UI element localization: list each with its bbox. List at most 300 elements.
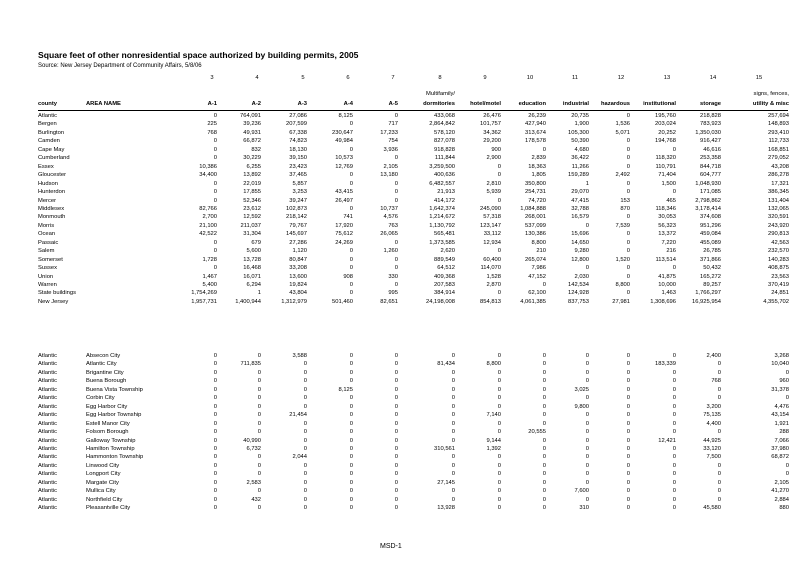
value-cell: 71,404 <box>658 172 676 179</box>
value-cell: 0 <box>717 471 721 478</box>
value-cell: 754 <box>388 138 398 145</box>
value-cell: 320,591 <box>768 214 789 221</box>
value-cell: 0 <box>303 429 307 436</box>
value-cell: 0 <box>451 420 455 427</box>
county-cell: Atlantic <box>38 479 58 486</box>
municipality-row <box>0 360 800 368</box>
value-cell: 218,828 <box>700 113 721 119</box>
value-cell: 0 <box>257 429 261 436</box>
value-cell: 310 <box>579 505 589 512</box>
value-cell: 0 <box>394 197 398 204</box>
value-cell: 0 <box>672 445 676 452</box>
value-cell: 0 <box>394 505 398 512</box>
value-cell: 0 <box>542 403 546 410</box>
value-cell: 0 <box>257 395 261 402</box>
value-cell: 0 <box>497 488 501 495</box>
county-row <box>0 154 800 162</box>
area-name-cell: Longport City <box>86 471 121 478</box>
value-cell: 0 <box>542 454 546 461</box>
value-cell: 384,914 <box>434 290 455 297</box>
value-cell: 0 <box>303 488 307 495</box>
value-cell: 20,555 <box>528 429 546 436</box>
value-cell: 0 <box>497 403 501 410</box>
value-cell: 2,839 <box>531 155 546 162</box>
value-cell: 8,800 <box>486 361 501 368</box>
header-utility: utility & misc <box>752 101 789 107</box>
value-cell: 0 <box>626 248 630 255</box>
value-cell: 2,870 <box>486 282 501 288</box>
column-number: 4 <box>255 75 259 81</box>
value-cell: 0 <box>626 386 630 393</box>
value-cell: 11,266 <box>571 163 589 170</box>
value-cell: 131,404 <box>768 197 789 204</box>
value-cell: 408,875 <box>768 265 789 272</box>
value-cell: 3,936 <box>383 146 398 153</box>
value-cell: 0 <box>626 361 630 368</box>
municipality-row <box>0 487 800 495</box>
municipality-row <box>0 403 800 411</box>
value-cell: 67,338 <box>289 129 307 136</box>
header-hazardous: hazardous <box>601 101 630 107</box>
value-cell: 0 <box>585 412 589 419</box>
county-row <box>0 180 800 188</box>
value-cell: 2,864,842 <box>429 121 455 128</box>
value-cell: 916,427 <box>700 138 721 145</box>
value-cell: 0 <box>303 403 307 410</box>
value-cell: 0 <box>349 121 353 128</box>
value-cell: 0 <box>542 146 546 153</box>
value-cell: 0 <box>542 505 546 512</box>
header-a2: A-2 <box>251 101 261 107</box>
value-cell: 31,304 <box>243 231 261 238</box>
county-row <box>0 222 800 230</box>
value-cell: 4,355,702 <box>763 298 789 305</box>
value-cell: 0 <box>542 369 546 376</box>
value-cell: 113,514 <box>655 256 676 263</box>
value-cell: 286,278 <box>768 172 789 179</box>
value-cell: 0 <box>349 361 353 368</box>
value-cell: 0 <box>213 462 217 469</box>
value-cell: 0 <box>394 189 398 196</box>
value-cell: 194,768 <box>655 138 676 145</box>
value-cell: 0 <box>349 248 353 255</box>
header-institutional: institutional <box>643 101 676 107</box>
value-cell: 1,214,672 <box>429 214 455 221</box>
value-cell: 265,074 <box>525 256 546 263</box>
value-cell: 0 <box>626 378 630 385</box>
county-cell: Hudson <box>38 180 58 187</box>
value-cell: 0 <box>542 479 546 486</box>
value-cell: 49,931 <box>243 129 261 136</box>
value-cell: 1,467 <box>202 273 217 280</box>
value-cell: 0 <box>785 471 789 478</box>
value-cell: 0 <box>672 146 676 153</box>
area-name-cell: Egg Harbor Township <box>86 412 142 419</box>
value-cell: 0 <box>626 403 630 410</box>
value-cell: 0 <box>349 378 353 385</box>
value-cell: 34,400 <box>199 172 217 179</box>
value-cell: 0 <box>349 205 353 212</box>
area-name-cell: Hamilton Township <box>86 445 135 452</box>
value-cell: 75,612 <box>335 231 353 238</box>
county-row <box>0 264 800 272</box>
value-cell: 0 <box>626 214 630 221</box>
value-cell: 0 <box>497 290 501 297</box>
value-cell: 0 <box>394 378 398 385</box>
value-cell: 0 <box>394 429 398 436</box>
value-cell: 253,358 <box>700 155 721 162</box>
area-name-cell: Pleasantville City <box>86 505 131 512</box>
header-county: county <box>38 101 58 107</box>
municipality-row <box>0 445 800 453</box>
county-row <box>0 298 800 306</box>
value-cell: 0 <box>349 454 353 461</box>
municipality-row <box>0 437 800 445</box>
county-cell: Atlantic <box>38 420 58 427</box>
value-cell: 0 <box>213 369 217 376</box>
value-cell: 110,791 <box>655 163 676 170</box>
value-cell: 8,125 <box>338 113 353 119</box>
value-cell: 1,766,297 <box>695 290 721 297</box>
value-cell: 0 <box>394 488 398 495</box>
value-cell: 26,476 <box>483 113 501 119</box>
value-cell: 49,984 <box>335 138 353 145</box>
value-cell: 1,350,030 <box>695 129 721 136</box>
area-name-cell: Margate City <box>86 479 119 486</box>
value-cell: 0 <box>451 462 455 469</box>
value-cell: 0 <box>349 256 353 263</box>
value-cell: 741 <box>343 214 353 221</box>
value-cell: 10,573 <box>335 155 353 162</box>
value-cell: 0 <box>497 197 501 204</box>
value-cell: 0 <box>717 361 721 368</box>
value-cell: 4,476 <box>774 403 789 410</box>
header-storage: storage <box>700 101 721 107</box>
value-cell: 0 <box>451 378 455 385</box>
value-cell: 0 <box>394 256 398 263</box>
value-cell: 880 <box>779 505 789 512</box>
value-cell: 2,798,862 <box>695 197 721 204</box>
value-cell: 2,900 <box>486 155 501 162</box>
county-cell: Atlantic <box>38 395 58 402</box>
value-cell: 245,090 <box>480 205 501 212</box>
value-cell: 717 <box>388 121 398 128</box>
value-cell: 2,030 <box>574 273 589 280</box>
value-cell: 0 <box>213 496 217 503</box>
value-cell: 0 <box>451 395 455 402</box>
value-cell: 0 <box>451 437 455 444</box>
county-cell: Ocean <box>38 231 56 238</box>
header-row-top <box>0 90 800 99</box>
value-cell: 15,696 <box>571 231 589 238</box>
value-cell: 0 <box>717 488 721 495</box>
value-cell: 232,570 <box>768 248 789 255</box>
county-cell: Cumberland <box>38 155 70 162</box>
value-cell: 29,070 <box>571 189 589 196</box>
value-cell: 17,233 <box>380 129 398 136</box>
column-number: 8 <box>438 75 442 81</box>
value-cell: 0 <box>213 420 217 427</box>
value-cell: 0 <box>542 412 546 419</box>
value-cell: 0 <box>672 395 676 402</box>
value-cell: 827,078 <box>434 138 455 145</box>
value-cell: 0 <box>257 454 261 461</box>
value-cell: 12,592 <box>243 214 261 221</box>
municipality-row <box>0 470 800 478</box>
value-cell: 0 <box>585 454 589 461</box>
value-cell: 0 <box>785 462 789 469</box>
value-cell: 0 <box>672 488 676 495</box>
value-cell: 101,757 <box>480 121 501 128</box>
value-cell: 7,986 <box>531 265 546 272</box>
value-cell: 1,308,696 <box>650 298 676 305</box>
value-cell: 0 <box>394 155 398 162</box>
value-cell: 2,105 <box>774 479 789 486</box>
value-cell: 0 <box>497 163 501 170</box>
value-cell: 0 <box>394 462 398 469</box>
value-cell: 0 <box>585 429 589 436</box>
value-cell: 210 <box>536 248 546 255</box>
value-cell: 0 <box>213 155 217 162</box>
value-cell: 0 <box>717 462 721 469</box>
value-cell: 47,415 <box>571 197 589 204</box>
area-name-cell: Northfield City <box>86 496 123 503</box>
value-cell: 0 <box>303 395 307 402</box>
value-cell: 0 <box>451 488 455 495</box>
value-cell: 0 <box>303 378 307 385</box>
value-cell: 0 <box>626 155 630 162</box>
county-cell: Atlantic <box>38 445 58 452</box>
value-cell: 0 <box>626 496 630 503</box>
value-cell: 1 <box>257 290 261 297</box>
value-cell: 0 <box>585 378 589 385</box>
county-cell: Somerset <box>38 256 63 263</box>
header-row <box>0 100 800 109</box>
value-cell: 0 <box>303 445 307 452</box>
value-cell: 0 <box>451 496 455 503</box>
value-cell: 350,800 <box>525 180 546 187</box>
value-cell: 0 <box>349 369 353 376</box>
value-cell: 0 <box>672 386 676 393</box>
value-cell: 455,089 <box>700 239 721 246</box>
value-cell: 0 <box>349 403 353 410</box>
value-cell: 1,754,269 <box>191 290 217 297</box>
value-cell: 0 <box>451 403 455 410</box>
county-cell: Atlantic <box>38 496 58 503</box>
municipality-row <box>0 462 800 470</box>
value-cell: 42,563 <box>771 239 789 246</box>
county-row <box>0 188 800 196</box>
value-cell: 68,872 <box>771 454 789 461</box>
value-cell: 159,289 <box>568 172 589 179</box>
value-cell: 62,100 <box>528 290 546 297</box>
value-cell: 0 <box>213 471 217 478</box>
value-cell: 105,300 <box>568 129 589 136</box>
value-cell: 80,847 <box>289 256 307 263</box>
value-cell: 33,120 <box>703 445 721 452</box>
value-cell: 0 <box>349 479 353 486</box>
value-cell: 37,465 <box>289 172 307 179</box>
value-cell: 148,893 <box>768 121 789 128</box>
value-cell: 12,421 <box>658 437 676 444</box>
value-cell: 0 <box>542 445 546 452</box>
value-cell: 0 <box>213 146 217 153</box>
value-cell: 52,346 <box>243 197 261 204</box>
value-cell: 0 <box>213 138 217 145</box>
value-cell: 837,753 <box>568 298 589 305</box>
value-cell: 0 <box>672 462 676 469</box>
value-cell: 16,468 <box>243 265 261 272</box>
value-cell: 0 <box>394 113 398 119</box>
value-cell: 7,500 <box>706 454 721 461</box>
value-cell: 203,024 <box>655 121 676 128</box>
value-cell: 36,422 <box>571 155 589 162</box>
value-cell: 5,400 <box>202 282 217 288</box>
value-cell: 0 <box>349 412 353 419</box>
county-cell: Atlantic <box>38 462 58 469</box>
value-cell: 12,769 <box>335 163 353 170</box>
county-row <box>0 273 800 281</box>
county-cell: Salem <box>38 248 55 255</box>
value-cell: 18,363 <box>528 163 546 170</box>
value-cell: 8,125 <box>338 386 353 393</box>
value-cell: 870 <box>620 205 630 212</box>
value-cell: 2,700 <box>202 214 217 221</box>
source-note: Source: New Jersey Department of Community Affairs, 5/8/06 <box>38 63 202 69</box>
value-cell: 33,112 <box>483 231 501 238</box>
county-cell: New Jersey <box>38 298 69 305</box>
area-name-cell: Folsom Borough <box>86 429 129 436</box>
value-cell: 0 <box>717 369 721 376</box>
value-cell: 8,800 <box>615 282 630 288</box>
county-row <box>0 146 800 154</box>
value-cell: 0 <box>672 496 676 503</box>
value-cell: 56,323 <box>658 222 676 229</box>
value-cell: 288 <box>779 429 789 436</box>
column-number: 15 <box>755 75 763 81</box>
value-cell: 17,321 <box>771 180 789 187</box>
value-cell: 21,913 <box>437 189 455 196</box>
value-cell: 26,785 <box>703 248 721 255</box>
value-cell: 330 <box>388 273 398 280</box>
value-cell: 153 <box>620 197 630 204</box>
value-cell: 0 <box>213 429 217 436</box>
value-cell: 0 <box>497 462 501 469</box>
value-cell: 132,065 <box>768 205 789 212</box>
value-cell: 0 <box>213 265 217 272</box>
value-cell: 0 <box>626 437 630 444</box>
value-cell: 0 <box>349 146 353 153</box>
value-cell: 23,563 <box>771 273 789 280</box>
value-cell: 66,872 <box>243 138 261 145</box>
value-cell: 1,728 <box>202 256 217 263</box>
value-cell: 2,105 <box>383 163 398 170</box>
area-name-cell: Absecon City <box>86 353 121 359</box>
value-cell: 0 <box>585 496 589 503</box>
value-cell: 24,198,008 <box>425 298 455 305</box>
municipality-row <box>0 411 800 419</box>
value-cell: 7,140 <box>486 412 501 419</box>
value-cell: 0 <box>303 369 307 376</box>
value-cell: 43,415 <box>335 189 353 196</box>
value-cell: 0 <box>626 113 630 119</box>
value-cell: 5,600 <box>246 248 261 255</box>
value-cell: 0 <box>257 403 261 410</box>
value-cell: 24,851 <box>771 290 789 297</box>
value-cell: 0 <box>672 369 676 376</box>
header-rule <box>38 110 788 111</box>
value-cell: 0 <box>585 222 589 229</box>
county-row <box>0 163 800 171</box>
value-cell: 0 <box>497 479 501 486</box>
county-row <box>0 247 800 255</box>
value-cell: 0 <box>585 479 589 486</box>
value-cell: 0 <box>394 361 398 368</box>
value-cell: 0 <box>303 479 307 486</box>
value-cell: 0 <box>497 248 501 255</box>
value-cell: 0 <box>213 445 217 452</box>
value-cell: 0 <box>394 282 398 288</box>
value-cell: 6,294 <box>246 282 261 288</box>
value-cell: 0 <box>497 505 501 512</box>
value-cell: 854,813 <box>480 298 501 305</box>
header-c15-top: signs, fences, <box>753 91 789 97</box>
value-cell: 3,178,414 <box>695 205 721 212</box>
county-cell: Union <box>38 273 54 280</box>
value-cell: 763 <box>388 222 398 229</box>
header-multifamily: dormitories <box>423 101 455 107</box>
value-cell: 26,065 <box>380 231 398 238</box>
value-cell: 0 <box>394 395 398 402</box>
value-cell: 0 <box>626 412 630 419</box>
value-cell: 50,432 <box>703 265 721 272</box>
value-cell: 0 <box>626 138 630 145</box>
value-cell: 207,583 <box>434 282 455 288</box>
value-cell: 0 <box>585 437 589 444</box>
value-cell: 171,085 <box>700 189 721 196</box>
value-cell: 23,423 <box>289 163 307 170</box>
column-number: 14 <box>709 75 717 81</box>
value-cell: 1,642,374 <box>429 205 455 212</box>
area-name-cell: Egg Harbor City <box>86 403 128 410</box>
value-cell: 19,824 <box>289 282 307 288</box>
value-cell: 0 <box>542 282 546 288</box>
value-cell: 0 <box>213 403 217 410</box>
value-cell: 57,318 <box>483 214 501 221</box>
value-cell: 23,612 <box>243 205 261 212</box>
value-cell: 183,339 <box>655 361 676 368</box>
value-cell: 995 <box>388 290 398 297</box>
value-cell: 43,804 <box>289 290 307 297</box>
value-cell: 4,576 <box>383 214 398 221</box>
value-cell: 0 <box>497 496 501 503</box>
value-cell: 18,130 <box>289 146 307 153</box>
value-cell: 37,980 <box>771 445 789 452</box>
county-cell: Gloucester <box>38 172 67 179</box>
value-cell: 0 <box>626 146 630 153</box>
county-cell: Atlantic <box>38 454 58 461</box>
value-cell: 5,939 <box>486 189 501 196</box>
value-cell: 0 <box>394 471 398 478</box>
value-cell: 0 <box>303 437 307 444</box>
value-cell: 290,813 <box>768 231 789 238</box>
value-cell: 1,130,792 <box>429 222 455 229</box>
value-cell: 844,718 <box>700 163 721 170</box>
value-cell: 465 <box>666 197 676 204</box>
value-cell: 114,070 <box>480 265 501 272</box>
value-cell: 5,857 <box>292 180 307 187</box>
value-cell: 43,208 <box>771 163 789 170</box>
